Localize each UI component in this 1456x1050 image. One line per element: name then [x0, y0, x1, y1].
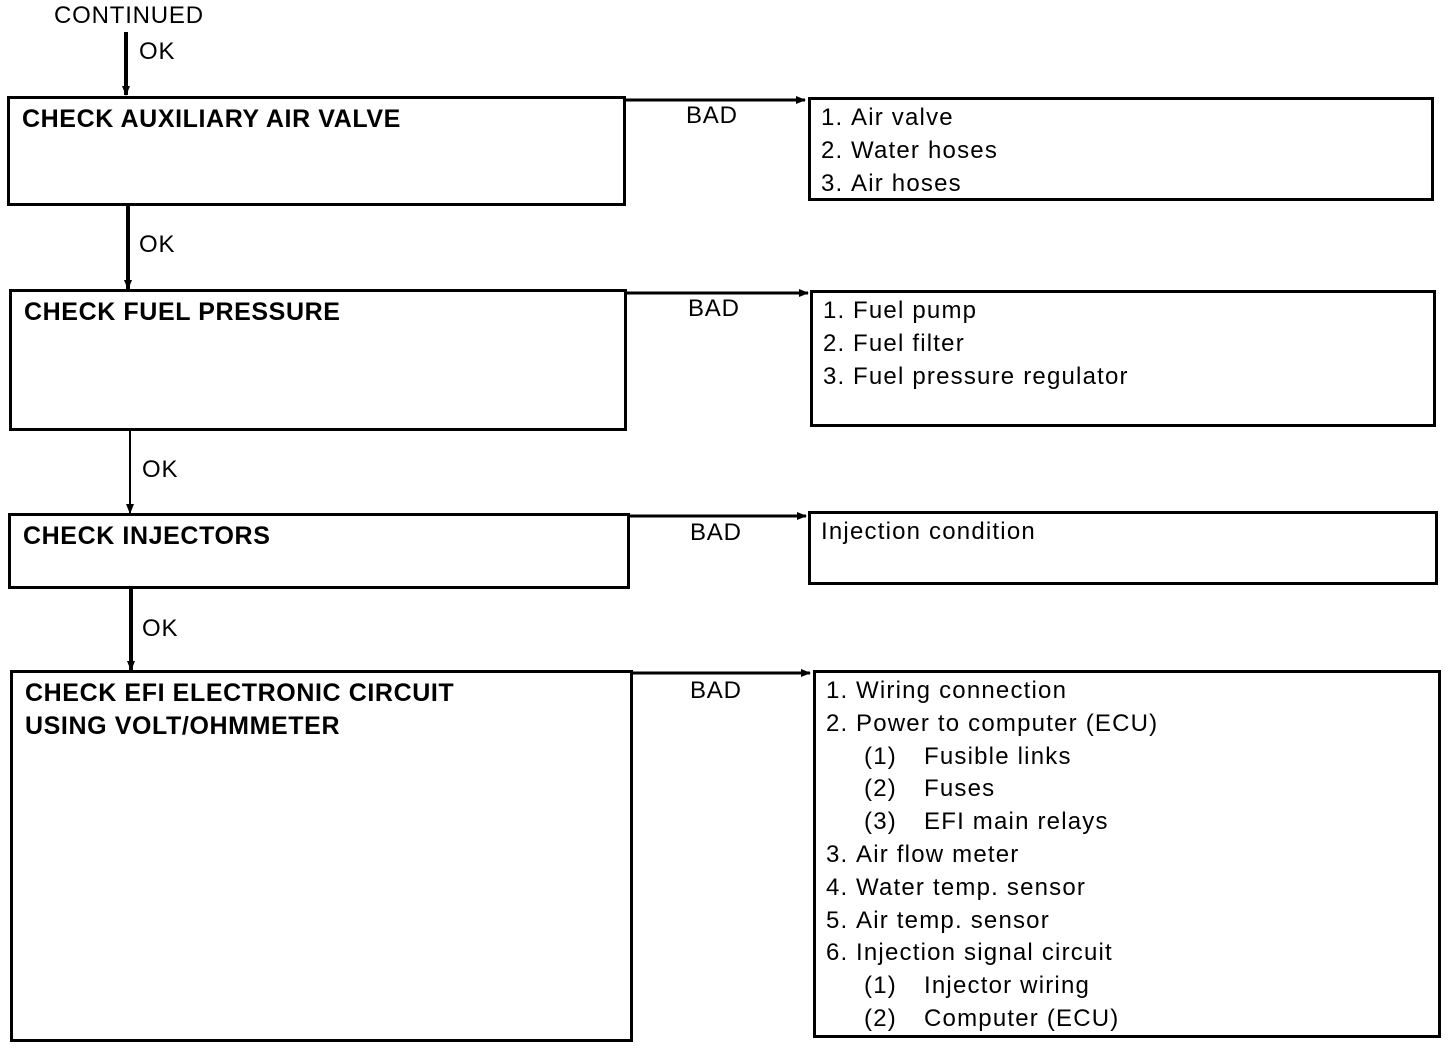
- result-list: [823, 295, 1129, 393]
- step-box-efi-electronic-circuit: [10, 670, 633, 1042]
- step-title: CHECK AUXILIARY AIR VALVE: [22, 105, 401, 133]
- list-item: 3. Fuel pressure regulator: [823, 362, 1129, 390]
- ok-label-3: OK: [142, 615, 179, 642]
- list-item: 2. Water hoses: [821, 136, 999, 164]
- list-item: 4. Water temp. sensor: [826, 873, 1087, 901]
- result-list: [826, 675, 1158, 1036]
- list-item: 3. Air flow meter: [826, 840, 1020, 868]
- list-item: 6. Injection signal circuit: [826, 939, 1113, 967]
- result-list: [821, 516, 1036, 549]
- bad-label-2: BAD: [690, 519, 742, 546]
- step-box-auxiliary-air-valve: [7, 96, 626, 206]
- continued-label: CONTINUED: [54, 2, 204, 29]
- step-title: CHECK INJECTORS: [23, 522, 271, 550]
- step-title: CHECK FUEL PRESSURE: [24, 298, 341, 326]
- result-box-efi-electronic-circuit: [813, 670, 1441, 1038]
- result-box-auxiliary-air-valve: [808, 97, 1434, 201]
- list-item: 2. Power to computer (ECU): [826, 709, 1159, 737]
- list-item: (1) Injector wiring: [864, 972, 1091, 1000]
- step-box-fuel-pressure: [9, 289, 627, 431]
- bad-label-0: BAD: [686, 102, 738, 129]
- list-item: 3. Air hoses: [821, 169, 962, 197]
- bad-label-3: BAD: [690, 677, 742, 704]
- step-box-injectors: [8, 513, 630, 589]
- step-title: CHECK EFI ELECTRONIC CIRCUIT USING VOLT/OHMMETER: [25, 679, 455, 740]
- list-item: (3) EFI main relays: [864, 808, 1109, 836]
- list-item: 2. Fuel filter: [823, 329, 965, 357]
- ok-label-1: OK: [139, 231, 176, 258]
- ok-label-2: OK: [142, 456, 179, 483]
- list-item: 1. Fuel pump: [823, 297, 978, 324]
- result-box-fuel-pressure: [810, 290, 1436, 427]
- list-item: (2) Computer (ECU): [864, 1004, 1120, 1032]
- list-item: 5. Air temp. sensor: [826, 906, 1050, 934]
- ok-label-0: OK: [139, 38, 176, 65]
- list-item: (1) Fusible links: [864, 742, 1072, 770]
- list-item: 1. Air valve: [821, 104, 954, 131]
- result-box-injectors: [808, 511, 1438, 585]
- bad-label-1: BAD: [688, 295, 740, 322]
- list-item: Injection condition: [821, 518, 1036, 545]
- list-item: (2) Fuses: [864, 775, 996, 803]
- list-item: 1. Wiring connection: [826, 677, 1068, 704]
- result-list: [821, 102, 998, 200]
